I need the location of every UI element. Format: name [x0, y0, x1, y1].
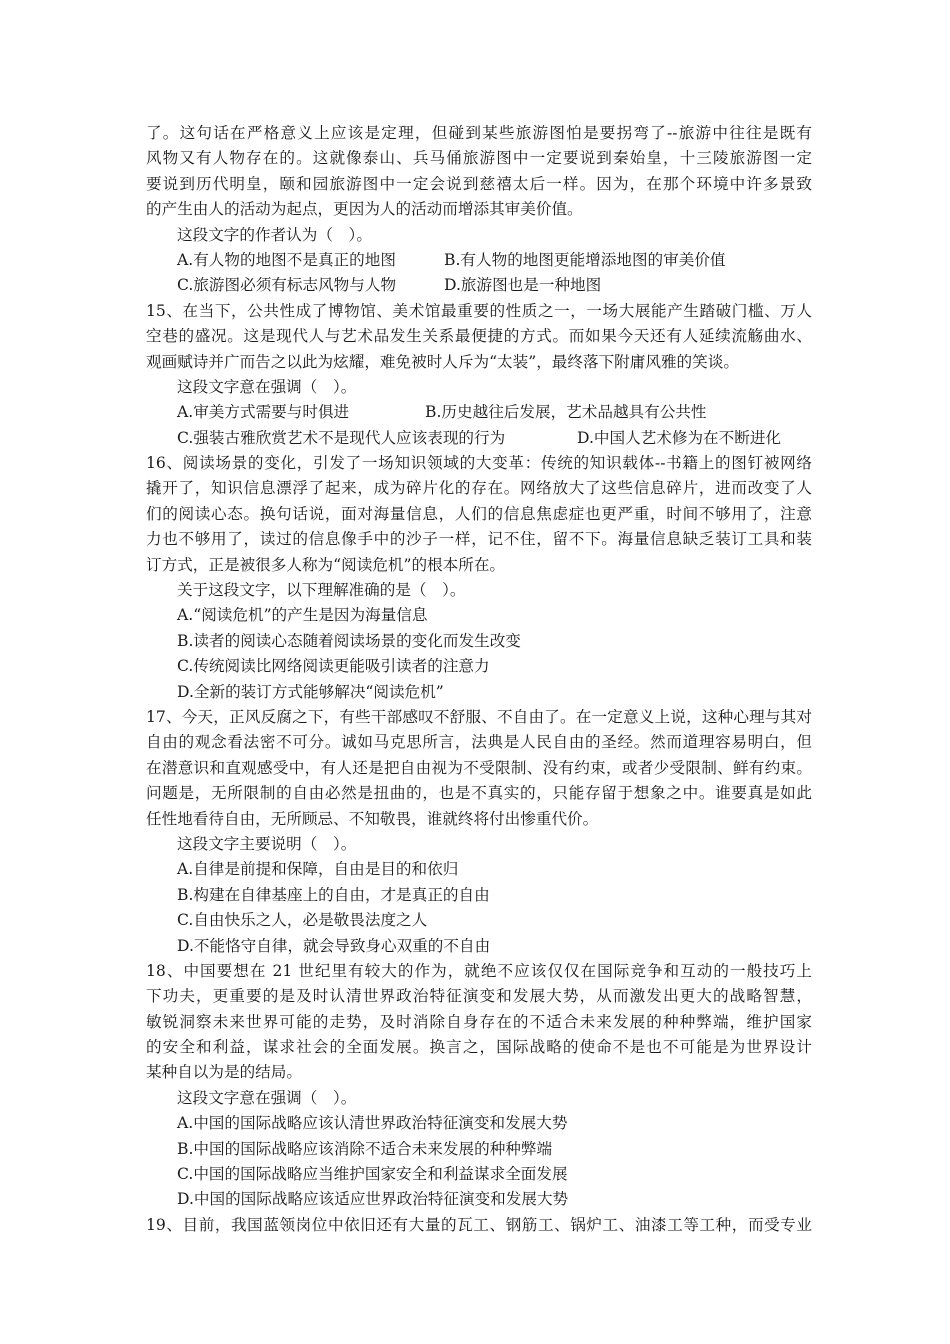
paragraph-line: 在潜意识和直观感受中，有人还是把自由视为不受限制、没有约束，或者少受限制、鲜有约束。 — [146, 758, 812, 777]
option-c: C.自由快乐之人，必是敬畏法度之人 — [177, 911, 428, 930]
paragraph-line: 撬开了，知识信息漂浮了起来，成为碎片化的存在。网络放大了这些信息碎片，进而改变了人 — [146, 479, 812, 498]
paragraph-line: 的产生由人的活动为起点，更因为人的活动而增添其审美价值。 — [146, 200, 583, 219]
option-c: C.强装古雅欣赏艺术不是现代人应该表现的行为 — [177, 428, 506, 447]
option-row — [146, 273, 812, 298]
option-d: D.中国的国际战略应该适应世界政治特征演变和发展大势 — [177, 1190, 569, 1209]
option-b: B.读者的阅读心态随着阅读场景的变化而发生改变 — [177, 631, 521, 650]
option-row — [146, 426, 812, 451]
paragraph-line: 16、阅读场景的变化，引发了一场知识领域的大变革：传统的知识载体--书籍上的图钉被网络 — [146, 454, 812, 473]
paragraph-line: 的安全和利益，谋求社会的全面发展。换言之，国际战略的使命不是也不可能是为世界设计 — [146, 1038, 812, 1057]
paragraph-line: 们的阅读心态。换句话说，面对海量信息，人们的信息焦虑症也更严重，时间不够用了，注意 — [146, 504, 812, 523]
paragraph-line: 空巷的盛况。这是现代人与艺术品发生关系最便捷的方式。而如果今天还有人延续流觞曲水、 — [146, 327, 812, 346]
paragraph-line: 任性地看待自由，无所顾忌、不知敬畏，谁就终将付出惨重代价。 — [146, 809, 599, 828]
question-18 — [146, 959, 812, 1213]
option-c: C.中国的国际战略应当维护国家安全和利益谋求全面发展 — [177, 1165, 568, 1184]
option-c: C.旅游图必须有标志风物与人物 — [177, 276, 397, 295]
question-19 — [146, 1213, 812, 1238]
option-b: B.中国的国际战略应该消除不适合未来发展的种种弊端 — [177, 1139, 553, 1158]
question-prompt: 这段文字的作者认为（ ）。 — [177, 225, 372, 244]
paragraph-line: 观画赋诗并广而告之以此为炫耀，难免被时人斥为“太装”，最终落下附庸风雅的笑谈。 — [146, 352, 739, 371]
option-a: A.审美方式需要与时俱进 — [177, 403, 350, 422]
option-a: A.自律是前提和保障，自由是目的和依归 — [177, 860, 459, 879]
question-15 — [146, 299, 812, 451]
question-prompt: 这段文字主要说明（ ）。 — [177, 834, 357, 853]
question-prompt: 关于这段文字，以下理解准确的是（ ）。 — [177, 581, 466, 600]
option-row — [146, 400, 812, 425]
option-d: D.不能恪守自律，就会导致身心双重的不自由 — [177, 936, 491, 955]
option-d: D.中国人艺术修为在不断进化 — [577, 428, 782, 447]
paragraph-line: 了。这句话在严格意义上应该是定理，但碰到某些旅游图怕是要拐弯了--旅游中往往是既有 — [146, 124, 812, 142]
option-b: B.有人物的地图更能增添地图的审美价值 — [444, 250, 726, 269]
paragraph-line: 某种自以为是的结局。 — [146, 1063, 302, 1082]
question-16 — [146, 451, 812, 705]
paragraph-line: 力也不够用了，读过的信息像手中的沙子一样，记不住，留不下。海量信息缺乏装订工具和装 — [146, 530, 812, 549]
paragraph-line: 订方式，正是被很多人称为“阅读危机”的根本所在。 — [146, 555, 506, 574]
paragraph-line: 自由的观念看法密不可分。诚如马克思所言，法典是人民自由的圣经。然而道理容易明白，但 — [146, 733, 812, 752]
document-body — [146, 121, 812, 1238]
question-prompt: 这段文字意在强调（ ）。 — [177, 1088, 357, 1107]
paragraph-line: 19、目前，我国蓝领岗位中依旧还有大量的瓦工、钢筋工、锅炉工、油漆工等工种，而受专业 — [146, 1215, 812, 1234]
question-prompt: 这段文字意在强调（ ）。 — [177, 377, 357, 396]
paragraph-line: 15、在当下，公共性成了博物馆、美术馆最重要的性质之一，一场大展能产生踏破门槛、万人 — [146, 301, 812, 320]
paragraph-line: 敏锐洞察未来世界可能的走势，及时消除自身存在的不适合未来发展的种种弊端，维护国家 — [146, 1012, 812, 1031]
question-14 — [146, 121, 812, 299]
option-b: B.构建在自律基座上的自由，才是真正的自由 — [177, 885, 490, 904]
paragraph-line: 问题是，无所限制的自由必然是扭曲的，也是不真实的，只能存留于想象之中。谁要真是如此 — [146, 784, 812, 803]
option-c: C.传统阅读比网络阅读更能吸引读者的注意力 — [177, 657, 490, 676]
paragraph-line: 要说到历代明皇，颐和园旅游图中一定会说到慈禧太后一样。因为，在那个环境中许多景致 — [146, 174, 812, 193]
option-row — [146, 248, 812, 273]
paragraph-line: 风物又有人物存在的。这就像泰山、兵马俑旅游图中一定要说到秦始皇，十三陵旅游图一定 — [146, 149, 812, 168]
paragraph-line: 18、中国要想在 21 世纪里有较大的作为，就绝不应该仅仅在国际竞争和互动的一般技巧上 — [146, 961, 812, 980]
option-a: A.中国的国际战略应该认清世界政治特征演变和发展大势 — [177, 1114, 568, 1133]
option-d: D.旅游图也是一种地图 — [444, 276, 602, 295]
paragraph-line: 下功夫，更重要的是及时认清世界政治特征演变和发展大势，从而激发出更大的战略智慧， — [146, 987, 812, 1006]
option-a: A.有人物的地图不是真正的地图 — [177, 250, 396, 269]
question-17 — [146, 705, 812, 959]
option-b: B.历史越往后发展，艺术品越具有公共性 — [425, 403, 707, 422]
option-a: A.“阅读危机”的产生是因为海量信息 — [177, 606, 428, 625]
paragraph-line: 17、今天，正风反腐之下，有些干部感叹不舒服、不自由了。在一定意义上说，这种心理与其对 — [146, 707, 812, 726]
option-d: D.全新的装订方式能够解决“阅读危机” — [177, 682, 444, 701]
